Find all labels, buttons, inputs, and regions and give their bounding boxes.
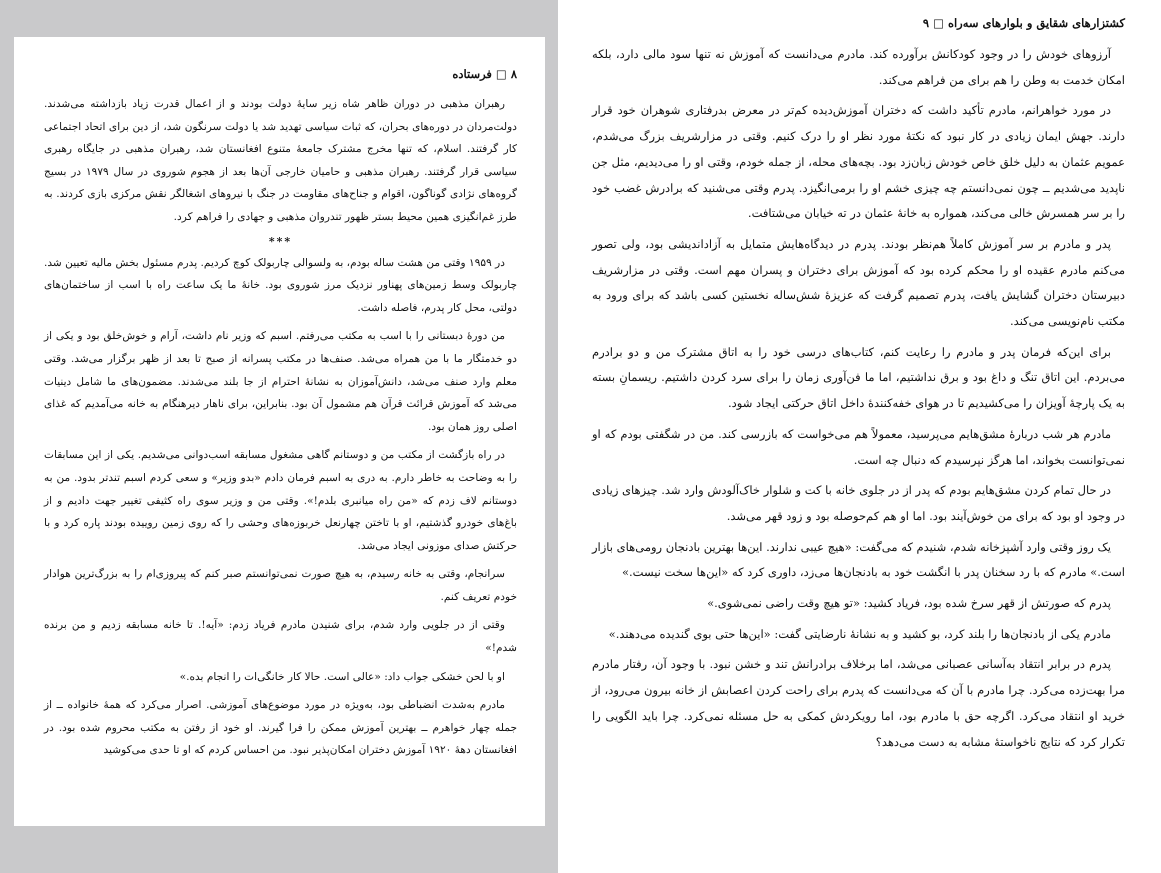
left-book-page [14, 37, 545, 826]
right-paragraph-6: در حال تمام کردن مشق‌هایم بودم که پدر از در جلوی خانه با کت و شلوار خاک‌آلودش وارد شد. چیزهای زیادی در وجود او بود که برای من خوش‌آیند بود. اما او هم کم‌حوصله بود و زود قهر می‌شد. [592, 483, 1125, 523]
right-paragraph-2: در مورد خواهرانم، مادرم تأکید داشت که دختران آموزش‌دیده کم‌تر در معرض بدرفتاری شوهران خود قرار دارند. جهش ایمان زیادی در کار نبود که نکتهٔ مورد نظر او را درک کنیم. وقتی در مزارشریف بزرگ می‌شدم، عمویم عثمان به دلیل خلق خاص خودش زبان‌زد بود. بچه‌های محله، از جمله خودم، وقتی او را می‌دیدیم، مثل جن ناپدید می‌شدیم ــ چون نمی‌دانستم چه چیزی خشم او را برمی‌انگیزد. پدرم وقتی می‌شنید که برادرش غضب خود را بر سر همسرش خالی می‌کند، همواره به خانهٔ عثمان در ته خیابان می‌شتافت. [592, 103, 1125, 221]
right-paragraph-10: پدرم در برابر انتقاد به‌آسانی عصبانی می‌شد، اما برخلاف برادرانش تند و خشن نبود. با وجود آن، رفتار مادرم مرا بهت‌زده می‌کرد. چرا مادرم با آن که می‌دانست که پدرم برای راحت کردن اعصابش از خانه بیرون می‌رود، از خرید او انتقاد می‌کرد. اگرچه حق با مادرم بود، اما رویکردش کمکی به حل مسئله نمی‌کرد. چرا باید الگویی را تکرار کرد که نتایج ناخواستهٔ مشابه به دست می‌دهد؟ [592, 657, 1125, 749]
left-paragraph-3: من دورهٔ دبستانی را با اسب به مکتب می‌رفتم. اسبم که وزیر نام داشت، آرام و خوش‌خلق بود و یکی از دو خدمتگار ما با من همراه می‌شد. صنف‌ها در مکتب پسرانه از صبح تا بعد از ظهر برگزار می‌شد. وقتی معلم وارد صنف می‌شد، دانش‌آموزان به نشانهٔ احترام از جا بلند می‌شدند. مضمون‌های ما شامل دینیات می‌شد که آموزش قرائت قرآن هم مشمول آن بود. بنابراین، برای ناهار دیرهنگام به خانه می‌آمدیم که غذای اصلی روز همان بود. [44, 330, 517, 433]
right-book-page [558, 0, 1161, 873]
right-paragraph-5: مادرم هر شب دربارهٔ مشق‌هایم می‌پرسید، معمولاً هم می‌خواست که بازرسی کند. من در شگفتی بودم که او نمی‌توانست بخواند، اما هرگز نپرسیدم که دنبال چه است. [592, 426, 1125, 467]
right-paragraph-7: یک روز وقتی وارد آشپزخانه شدم، شنیدم که می‌گفت: «هیچ عیبی ندارند. این‌ها بهترین بادنجان رومی‌های بازار است.» مادرم که با رد سخنان پدر با انگشت خود به بادنجان‌ها می‌زد، داوری کرد که «این‌ها سخت نیست.» [592, 539, 1125, 580]
left-paragraph-7: او با لحن خشکی جواب داد: «عالی است. حالا کار خانگی‌ات را انجام بده.» [179, 670, 505, 683]
right-paragraph-4: برای این‌که فرمان پدر و مادرم را رعایت کنم، کتاب‌های درسی خود را به اتاق مشترک من و دو برادرم می‌بردم. این اتاق تنگ و داغ بود و برق نداشتیم، اما ما فن‌آوری زمان را برای سرد کردن داشتیم. ریسمانِ بسته به یک پارچهٔ آویزان را می‌کشیدیم تا در هوای خفه‌کنندهٔ داخل اتاق حرکتی ایجاد شود. [592, 344, 1125, 411]
right-paragraph-1: آرزوهای خودش را در وجود کودکانش برآورده کند. مادرم می‌دانست که آموزش نه تنها سود مالی دارد، بلکه امکان خدمت به وطن را هم برای من فراهم می‌کند. [592, 47, 1125, 87]
left-paragraph-1: رهبران مذهبی در دوران ظاهر شاه زیر سایهٔ دولت بودند و از اعمال قدرت زیاد بازداشته می‌شدند. دولت‌مردان در دوره‌های بحران، که ثبات سیاسی تهدید شد یا دولت سرنگون شد، از دین برای اتحاد اجتماعی کار گرفتند. اسلام، که تنها مخرج مشترک جامعهٔ متنوع افغانستان شد، رهبران مذهبی در جایگاه رهبری سیاسی قرار گرفتند. رهبران مذهبی و حامیان خارجی آن‌ها بعد از هجوم شوروی در سال ۱۹۷۹ در بسیج گروه‌های نژادی گوناگون، اقوام و جناح‌های مقاومت در جنگ با نیروهای اشغالگر نقش مرکزی بازی کردند. به طرز غم‌انگیزی همین محیط بستر ظهور تندروان مذهبی و جهادی را فراهم کرد. [44, 98, 517, 223]
right-paragraph-8: پدرم که صورتش از قهر سرخ شده بود، فریاد کشید: «تو هیچ وقت راضی نمی‌شوی.» [707, 596, 1111, 611]
left-paragraph-4: در راه بازگشت از مکتب من و دوستانم گاهی مشغول مسابقه اسب‌دوانی می‌شدیم. یکی از این مسابقات را به وضاحت به خاطر دارم. به دری به اسبم فرمان دادم «بدو وزیر» و سعی کردم اسبم تندتر بدود. من به دوستانم لاف زدم که «من راه میانبری بلدم!». وقتی من و وزیر سوی راه کثیفی تغییر جهت دادیم و از باغ‌های خودرو گذشتیم، او با تاختن چهارنعل خربوزه‌های وحشی را که روی زمین روییده بودند پاره کرد و با حرکتش صدای موزونی ایجاد می‌شد. [44, 449, 517, 552]
right-paragraph-9: مادرم یکی از بادنجان‌ها را بلند کرد، بو کشید و به نشانهٔ نارضایتی گفت: «این‌ها حتی بوی گندیده می‌دهند.» [608, 626, 1111, 641]
left-paragraph-2: در ۱۹۵۹ وقتی من هشت ساله بودم، به ولسوالی چاربولک کوچ کردیم. پدرم مسئول بخش مالیه تعیین شد. چاربولک وسط زمین‌های پهناور نزدیک مرز شوروی بود. خانهٔ ما یک ساعت راه با اسب از ساختمان‌های دولتی، محل کار پدرم، فاصله داشت. [44, 256, 517, 314]
left-paragraph-6: وقتی از در جلویی وارد شدم، برای شنیدن مادرم فریاد زدم: «آیه!. تا خانه مسابقه زدیم و من برنده شدم!» [44, 619, 517, 655]
right-paragraph-3: پدر و مادرم بر سر آموزش کاملاً هم‌نظر بودند. پدرم در دیدگاه‌هایش متمایل به آزاداندیشی بود، ولی تصور می‌کنم مادرم عقیده او را محکم کرده بود که آموزش برای دختران و پسران مهم است. وقتی در مزارشریف دبیرستان دختران گشایش یافت، پدرم تصمیم گرفت که عزیزهٔ شش‌ساله نخستین کسی باشد که برای ورود به مکتب نام‌نویسی می‌کند. [592, 236, 1125, 329]
left-paragraph-8: مادرم به‌شدت انضباطی بود، به‌ویژه در مورد موضوع‌های آموزشی. اصرار می‌کرد که همهٔ خانواده ــ از جمله چهار خواهرم ــ بهترین آموزش ممکن را فرا گیرند. او خود از رفتن به مکتب محروم شده بود. در افغانستان دههٔ ۱۹۲۰ آموزش دختران امکان‌پذیر نبود. من احساس کردم که او تا حدی می‌کوشید [44, 699, 517, 757]
left-paragraph-5: سرانجام، وقتی به خانه رسیدم، به هیچ صورت نمی‌توانستم صبر کنم که پیروزی‌ام را به بزرگ‌ترین هوادار خودم تعریف کنم. [44, 568, 517, 603]
section-separator: *** [268, 234, 293, 248]
left-page-header: ۸ □ فرستاده [452, 67, 517, 81]
right-page-header: کشتزارهای شقایق و بلوارهای سه‌راه □ ۹ [922, 16, 1125, 30]
